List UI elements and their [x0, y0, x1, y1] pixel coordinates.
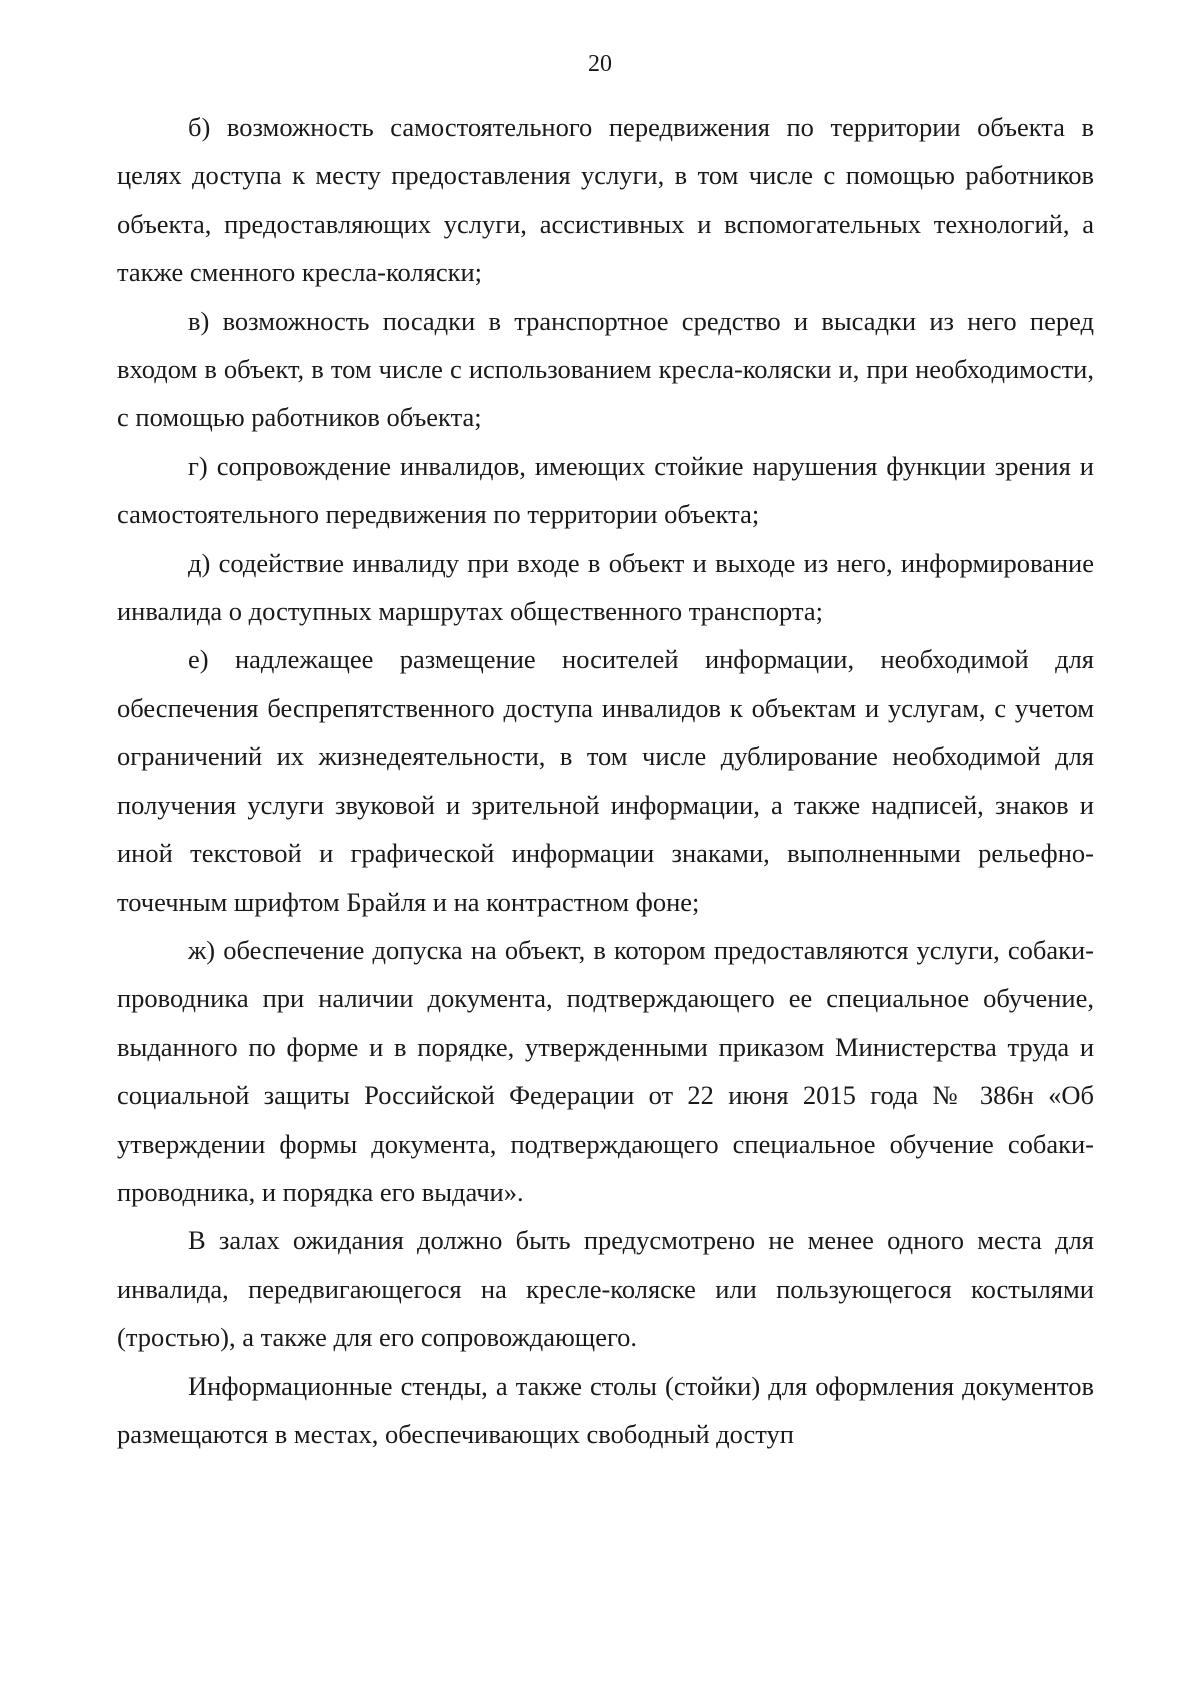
paragraph-g: г) сопровождение инвалидов, имеющих стойкие нарушения функции зрения и самостоятельного передвижения по территории объекта; [117, 450, 1094, 530]
paragraph-info-stands: Информационные стенды, а также столы (стойки) для оформления документов размещаются в местах, обеспечивающих свободный доступ [117, 1370, 1094, 1449]
paragraph-d: д) содействие инвалиду при входе в объект и выходе из него, информирование инвалида о доступных маршрутах общественного транспорта; [117, 547, 1094, 627]
document-body [117, 103, 1094, 1458]
paragraph-b: б) возможность самостоятельного передвижения по территории объекта в целях доступа к месту предоставления услуги, в том числе с помощью работников объекта, предоставляющих услуги, ассистивных и вспомогательных технологий, а также сменного кресла-коляски; [117, 112, 1094, 288]
paragraph-e: е) надлежащее размещение носителей информации, необходимой для обеспечения беспрепятственного доступа инвалидов к объектам и услугам, с учетом ограничений их жизнедеятельности, в том числе дублирование необходимой для получения услуги звуковой и зрительной информации, а также надписей, знаков и иной текстовой и графической информации знаками, выполненными рельефно-точечным шрифтом Брайля и на контрастном фоне; [117, 644, 1094, 917]
paragraph-v: в) возможность посадки в транспортное средство и высадки из него перед входом в объект, в том числе с использованием кресла-коляски и, при необходимости, с помощью работников объекта; [117, 305, 1094, 433]
paragraph-waiting-rooms: В залах ожидания должно быть предусмотрено не менее одного места для инвалида, передвигающегося на кресле-коляске или пользующегося костылями (тростью), а также для его сопровождающего. [117, 1225, 1094, 1353]
paragraph-zh: ж) обеспечение допуска на объект, в котором предоставляются услуги, собаки-проводника при наличии документа, подтверждающего ее специальное обучение, выданного по форме и в порядке, утвержденными приказом Министерства труда и социальной защиты Российской Федерации от 22 июня 2015 года № 386н «Об утверждении формы документа, подтверждающего специальное обучение собаки-проводника, и порядка его выдачи». [117, 934, 1094, 1207]
page-number: 20 [588, 51, 612, 77]
